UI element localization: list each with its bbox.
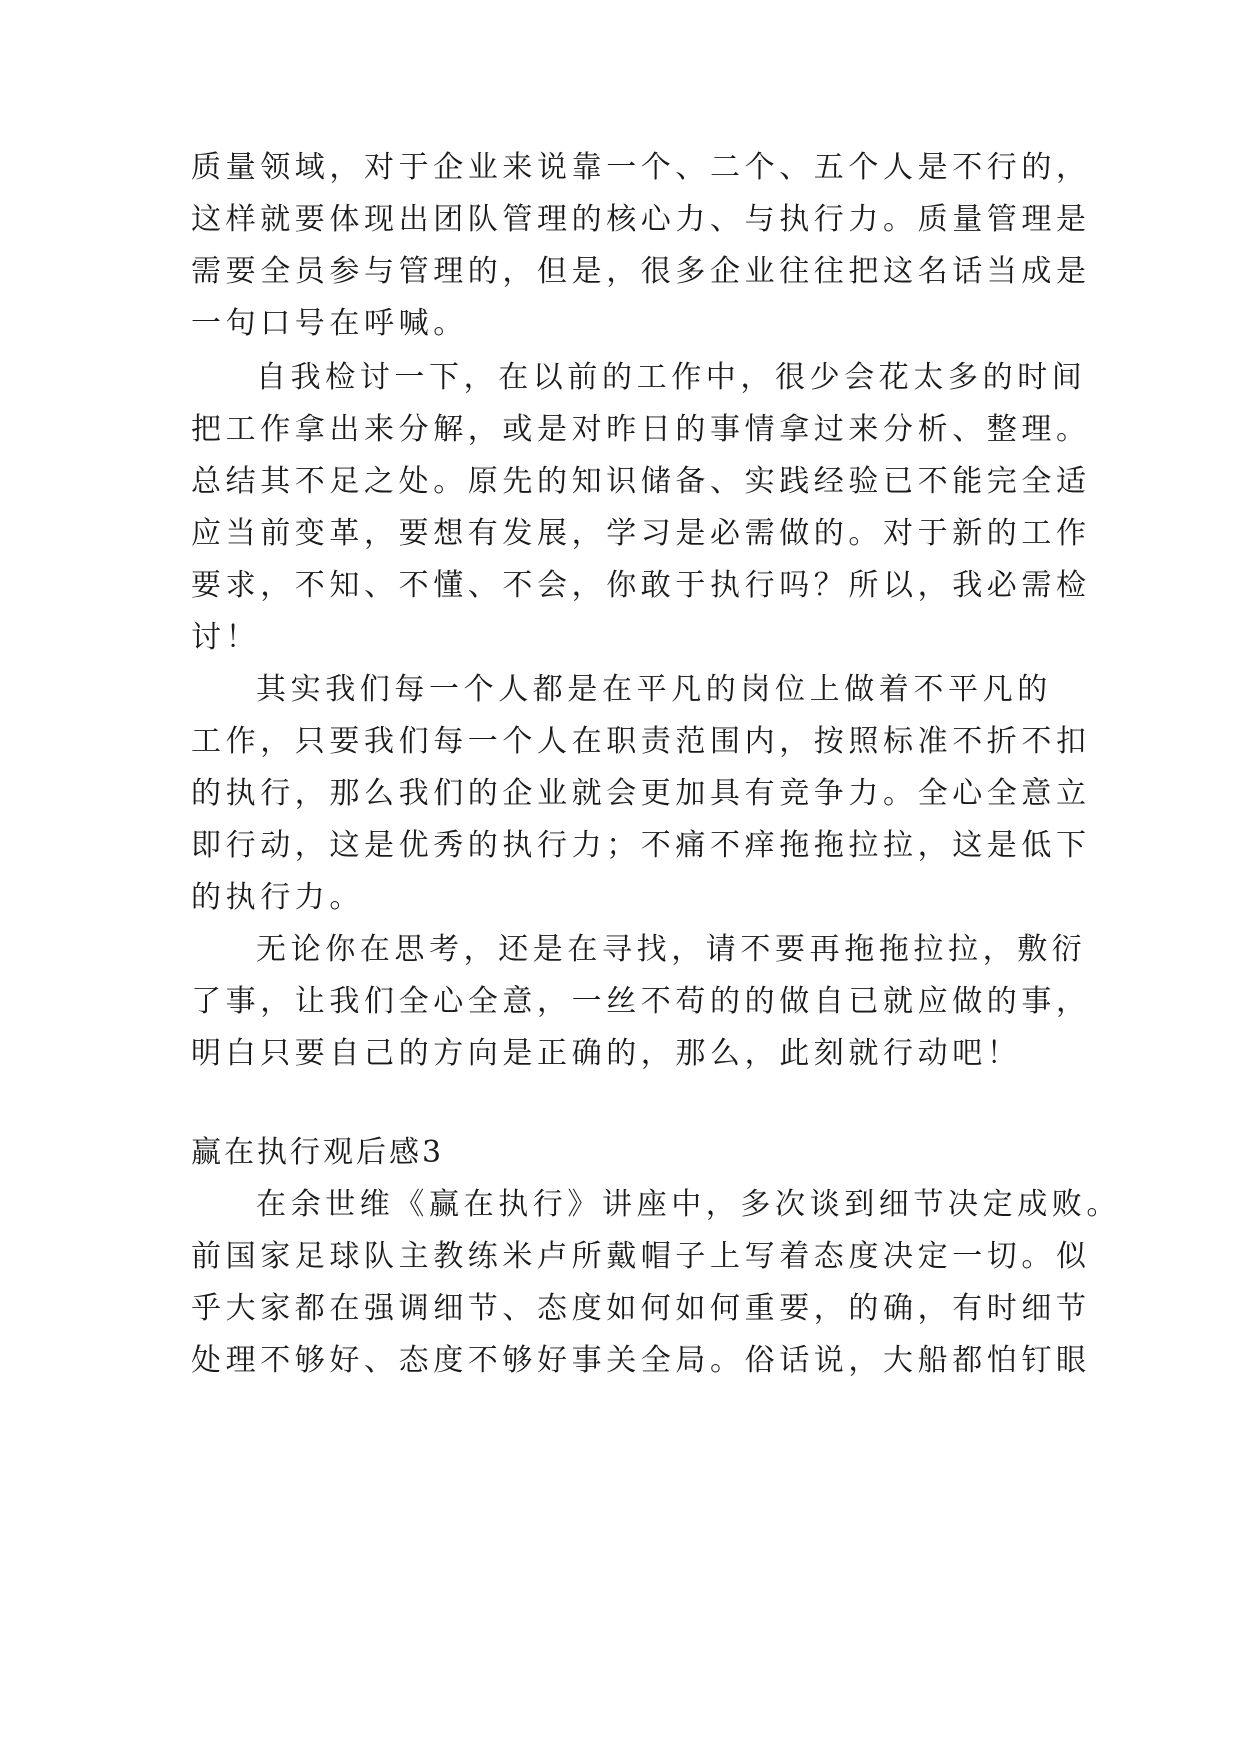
text-line: 总结其不足之处。原先的知识储备、实践经验已不能完全适 bbox=[191, 464, 1091, 499]
text-line: 的执行，那么我们的企业就会更加具有竞争力。全心全意立 bbox=[191, 776, 1091, 811]
text-line: 质量领域，对于企业来说靠一个、二个、五个人是不行的， bbox=[191, 150, 1091, 185]
text-line: 工作，只要我们每一个人在职责范围内，按照标准不折不扣 bbox=[191, 724, 1091, 759]
text-line: 应当前变革，要想有发展，学习是必需做的。对于新的工作 bbox=[191, 516, 1091, 551]
text-line: 把工作拿出来分解，或是对昨日的事情拿过来分析、整理。 bbox=[191, 412, 1091, 447]
text-line: 无论你在思考，还是在寻找，请不要再拖拖拉拉，敷衍 bbox=[256, 932, 1087, 967]
text-line: 即行动，这是优秀的执行力；不痛不痒拖拖拉拉，这是低下 bbox=[191, 828, 1091, 863]
text-line: 要求，不知、不懂、不会，你敢于执行吗？所以，我必需检 bbox=[191, 568, 1091, 603]
text-line: 了事，让我们全心全意，一丝不苟的的做自已就应做的事， bbox=[191, 984, 1091, 1019]
text-line: 乎大家都在强调细节、态度如何如何重要，的确，有时细节 bbox=[191, 1291, 1091, 1326]
text-line: 在余世维《赢在执行》讲座中，多次谈到细节决定成败。 bbox=[256, 1187, 1121, 1222]
text-line: 明白只要自己的方向是正确的，那么，此刻就行动吧！ bbox=[191, 1036, 1022, 1071]
text-line: 讨！ bbox=[191, 620, 261, 655]
text-line: 一句口号在呼喊。 bbox=[191, 306, 468, 341]
text-line: 前国家足球队主教练米卢所戴帽子上写着态度决定一切。似 bbox=[191, 1239, 1091, 1274]
text-line: 的执行力。 bbox=[191, 880, 364, 915]
text-line: 自我检讨一下，在以前的工作中，很少会花太多的时间 bbox=[256, 360, 1087, 395]
section-title: 赢在执行观后感3 bbox=[191, 1135, 445, 1170]
text-line: 这样就要体现出团队管理的核心力、与执行力。质量管理是 bbox=[191, 202, 1091, 237]
text-line: 其实我们每一个人都是在平凡的岗位上做着不平凡的 bbox=[256, 672, 1052, 707]
text-line: 处理不够好、态度不够好事关全局。俗话说，大船都怕钉眼 bbox=[191, 1343, 1091, 1378]
text-line: 需要全员参与管理的，但是，很多企业往往把这名话当成是 bbox=[191, 254, 1091, 289]
